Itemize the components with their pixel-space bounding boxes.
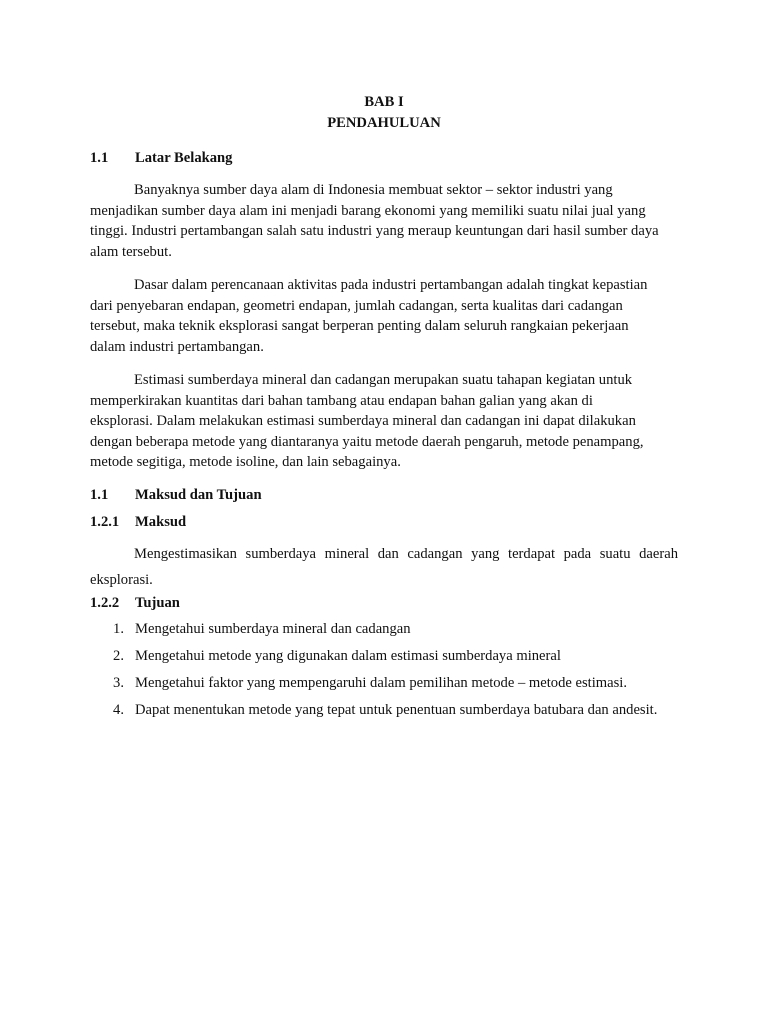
paragraph-line: eksplorasi. [90, 572, 153, 588]
paragraph-line: dalam industri pertambangan. [90, 338, 264, 355]
paragraph-latar-belakang-2 [90, 275, 678, 357]
list-item-number: 4. [113, 702, 124, 718]
chapter-label: BAB I [364, 94, 404, 110]
paragraph-latar-belakang-1 [90, 180, 678, 262]
list-item-number: 3. [113, 675, 124, 691]
section-number: 1.1 [90, 150, 109, 166]
section-title: Latar Belakang [135, 150, 233, 166]
paragraph-line: alam tersebut. [90, 243, 172, 260]
list-item-text: Mengetahui faktor yang mempengaruhi dalam pemilihan metode – metode estimasi. [135, 675, 627, 691]
paragraph-line: menjadikan sumber daya alam ini menjadi barang ekonomi yang memiliki suatu nilai jual yang [90, 202, 646, 219]
subsection-title: Tujuan [135, 595, 180, 611]
paragraph-maksud [90, 541, 678, 593]
paragraph-line: tersebut, maka teknik eksplorasi sangat berperan penting dalam seluruh rangkaian pekerjaan [90, 318, 629, 335]
paragraph-line: memperkirakan kuantitas dari bahan tambang atau endapan bahan galian yang akan di [90, 392, 593, 409]
paragraph-line: dengan beberapa metode yang diantaranya yaitu metode daerah pengaruh, metode penampang, [90, 433, 644, 450]
paragraph-line: Dasar dalam perencanaan aktivitas pada industri pertambangan adalah tingkat kepastian [134, 277, 648, 293]
chapter-title: PENDAHULUAN [327, 115, 441, 131]
subsection-title: Maksud [135, 514, 187, 530]
list-item-text: Mengetahui sumberdaya mineral dan cadangan [135, 621, 411, 637]
list-item-text: Mengetahui metode yang digunakan dalam estimasi sumberdaya mineral [135, 648, 561, 664]
paragraph-line: Mengestimasikan sumberdaya mineral dan cadangan yang terdapat pada suatu daerah [134, 546, 678, 562]
list-item-number: 1. [113, 621, 124, 637]
list-item-number: 2. [113, 648, 124, 664]
paragraph-line: metode segitiga, metode isoline, dan lain sebagainya. [90, 454, 401, 471]
section-title: Maksud dan Tujuan [135, 487, 262, 503]
paragraph-latar-belakang-3 [90, 370, 678, 473]
subsection-number: 1.2.2 [90, 595, 120, 611]
paragraph-line: eksplorasi. Dalam melakukan estimasi sumberdaya mineral dan cadangan ini dapat dilakukan [90, 413, 636, 430]
paragraph-line: Banyaknya sumber daya alam di Indonesia membuat sektor – sektor industri yang [134, 182, 613, 198]
list-item-text: Dapat menentukan metode yang tepat untuk penentuan sumberdaya batubara dan andesit. [135, 702, 658, 718]
paragraph-line: tinggi. Industri pertambangan salah satu industri yang meraup keuntungan dari hasil sumber daya [90, 223, 659, 240]
section-number: 1.1 [90, 487, 109, 503]
subsection-number: 1.2.1 [90, 514, 120, 530]
paragraph-line: dari penyebaran endapan, geometri endapan, jumlah cadangan, serta kualitas dari cadangan [90, 297, 623, 314]
paragraph-line: Estimasi sumberdaya mineral dan cadangan merupakan suatu tahapan kegiatan untuk [134, 372, 633, 388]
